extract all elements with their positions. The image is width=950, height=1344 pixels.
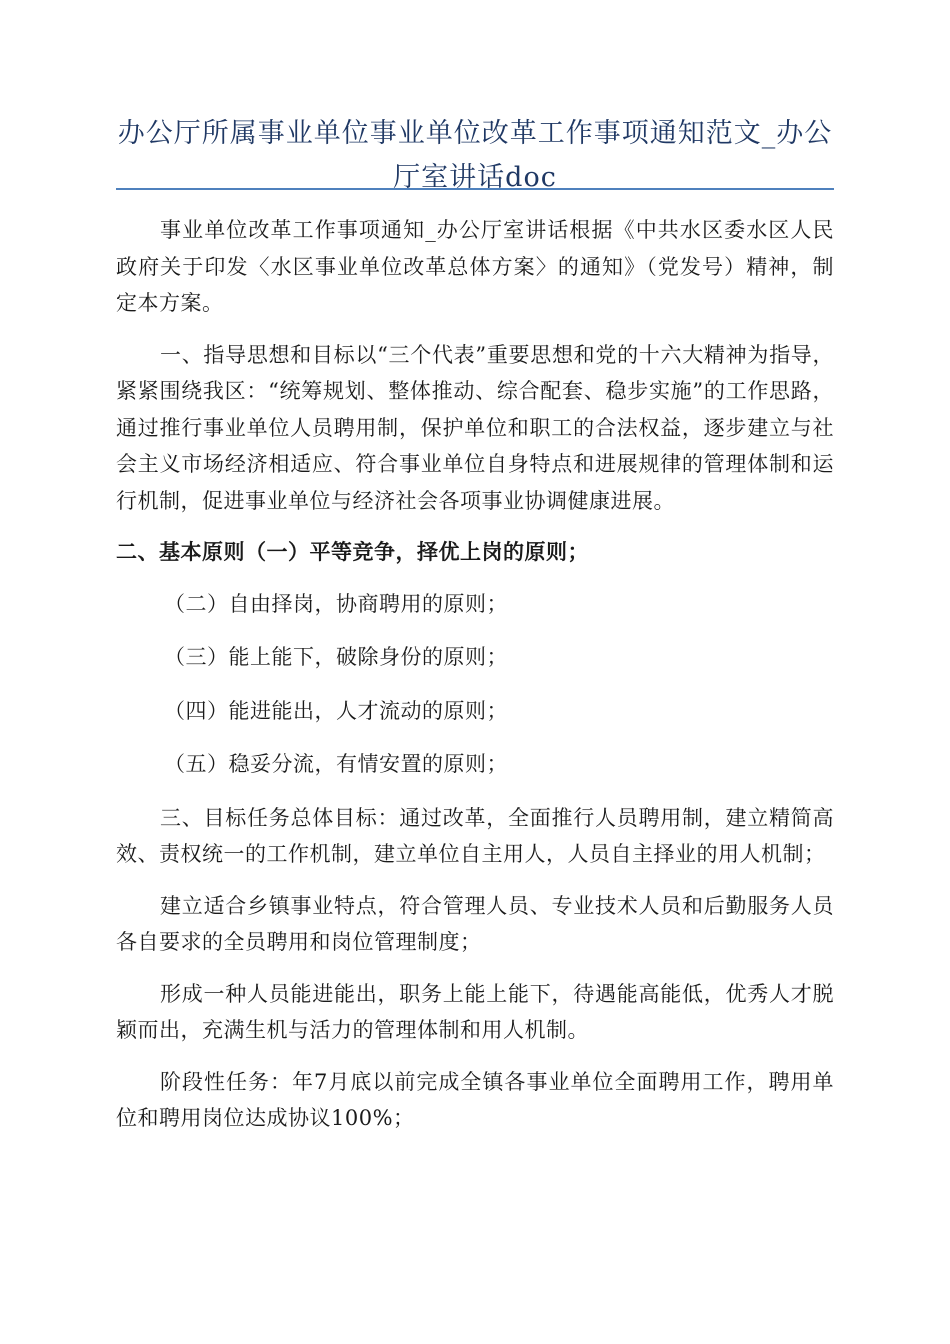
principle-4: （四）能进能出，人才流动的原则；: [164, 698, 508, 723]
section-2-heading: 二、基本原则（一）平等竞争，择优上岗的原则；: [116, 539, 589, 564]
paragraph-goal-3: 形成一种人员能进能出，职务上能上能下，待遇能高能低，优秀人才脱颖而出，充满生机与活力的管理体制和用人机制。: [116, 981, 834, 1042]
paragraph-section-3: 三、目标任务总体目标：通过改革，全面推行人员聘用制，建立精简高效、责权统一的工作机制，建立单位自主用人，人员自主择业的用人机制；: [116, 805, 834, 866]
principle-3: （三）能上能下，破除身份的原则；: [164, 645, 508, 669]
principle-2: （二）自由择岗，协商聘用的原则；: [164, 591, 508, 616]
paragraph-intro: 事业单位改革工作事项通知_办公厅室讲话根据《中共水区委水区人民政府关于印发〈水区事业单位改革总体方案〉的通知》（党发号）精神，制定本方案。: [116, 218, 834, 315]
title-underline: [116, 188, 834, 190]
paragraph-stage-task: 阶段性任务：年7月底以前完成全镇各事业单位全面聘用工作，聘用单位和聘用岗位达成协议100%；: [116, 1069, 834, 1130]
principle-5: （五）稳妥分流，有情安置的原则；: [164, 752, 508, 776]
document-body: [116, 212, 834, 1152]
paragraph-goal-2: 建立适合乡镇事业特点，符合管理人员、专业技术人员和后勤服务人员各自要求的全员聘用和岗位管理制度；: [116, 893, 834, 954]
paragraph-section-1: 一、指导思想和目标以“三个代表”重要思想和党的十六大精神为指导，紧紧围绕我区：“统筹规划、整体推动、综合配套、稳步实施”的工作思路，通过推行事业单位人员聘用制，保护单位和职工的合法权益，逐步建立与社会主义市场经济相适应、符合事业单位自身特点和进展规律的管理体制和运行机制，促进事业单位与经济社会各项事业协调健康进展。: [116, 342, 834, 513]
document-title: 办公厅所属事业单位事业单位改革工作事项通知范文_办公厅室讲话doc: [117, 118, 833, 193]
